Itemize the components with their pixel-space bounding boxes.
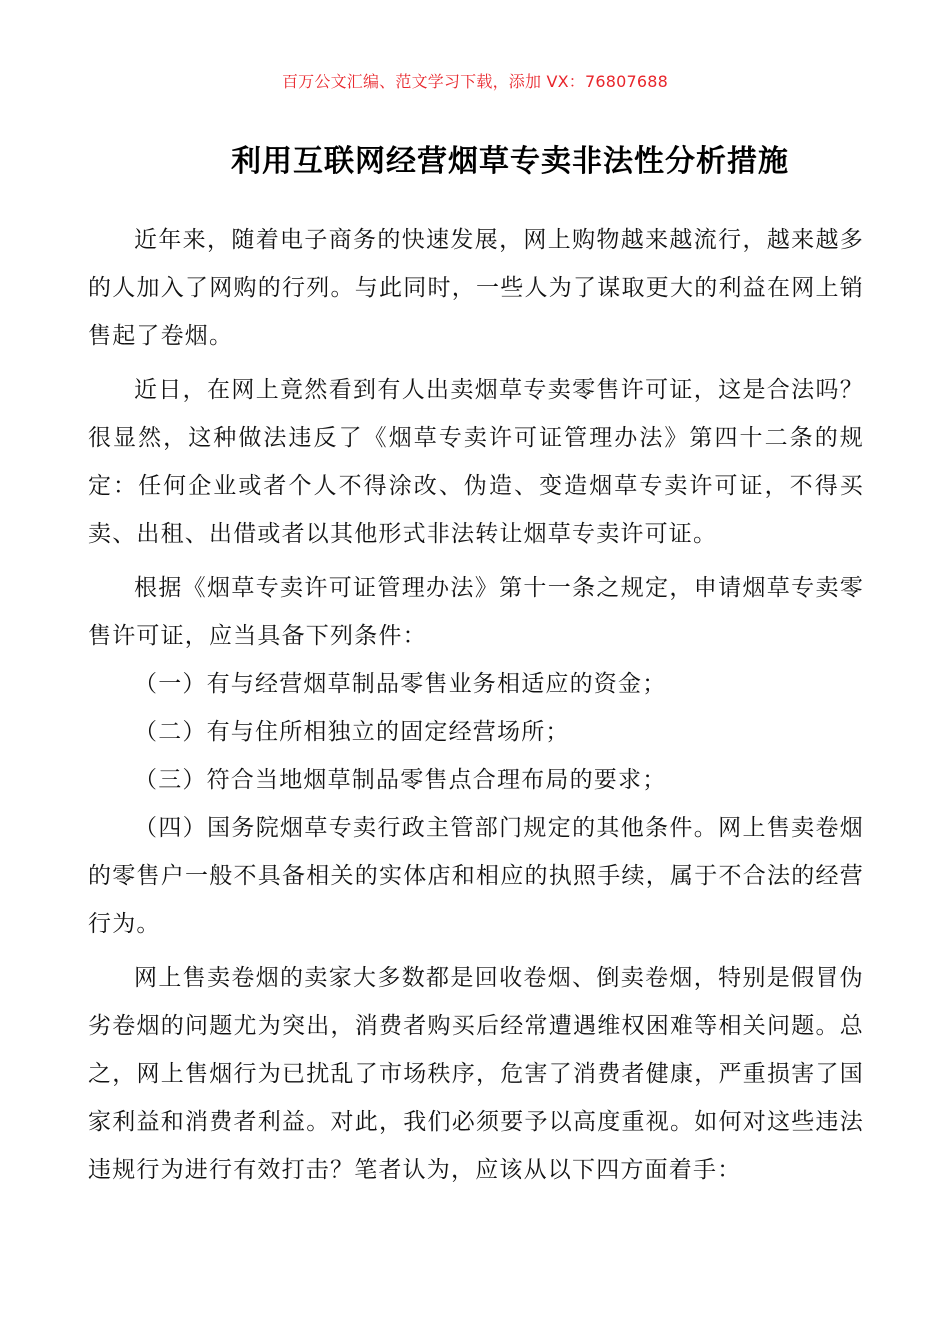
condition-item-2: （二）有与住所相独立的固定经营场所； [134,719,570,745]
paragraph-conclusion: 网上售卖卷烟的卖家大多数都是回收卷烟、倒卖卷烟，特别是假冒伪劣卷烟的问题尤为突出，消费者购买后经常遭遇维权困难等相关问题。总之，网上售烟行为已扰乱了市场秩序，危害了消费者健康，严重损害了国家利益和消费者利益。对此，我们必须要予以高度重视。如何对这些违法违规行为进行有效打击？笔者认为，应该从以下四方面着手： [88,965,864,1183]
document-title: 利用互联网经营烟草专卖非法性分析措施 [231,144,789,179]
paragraph-intro: 近年来，随着电子商务的快速发展，网上购物越来越流行，越来越多的人加入了网购的行列。与此同时，一些人为了谋取更大的利益在网上销售起了卷烟。 [88,227,864,349]
header-watermark-note: 百万公文汇编、范文学习下载，添加 VX：76807688 [281,72,669,91]
condition-item-3: （三）符合当地烟草制品零售点合理布局的要求； [134,767,667,793]
condition-item-1: （一）有与经营烟草制品零售业务相适应的资金； [134,671,667,697]
paragraph-license-sale: 近日，在网上竟然看到有人出卖烟草专卖零售许可证，这是合法吗？很显然，这种做法违反了《烟草专卖许可证管理办法》第四十二条的规定：任何企业或者个人不得涂改、伪造、变造烟草专卖许可证，不得买卖、出租、出借或者以其他形式非法转让烟草专卖许可证。 [88,377,864,547]
condition-item-4: （四）国务院烟草专卖行政主管部门规定的其他条件。网上售卖卷烟的零售户一般不具备相关的实体店和相应的执照手续，属于不合法的经营行为。 [88,815,864,937]
paragraph-conditions-intro: 根据《烟草专卖许可证管理办法》第十一条之规定，申请烟草专卖零售许可证，应当具备下列条件： [88,575,864,649]
document-body [88,216,864,1194]
